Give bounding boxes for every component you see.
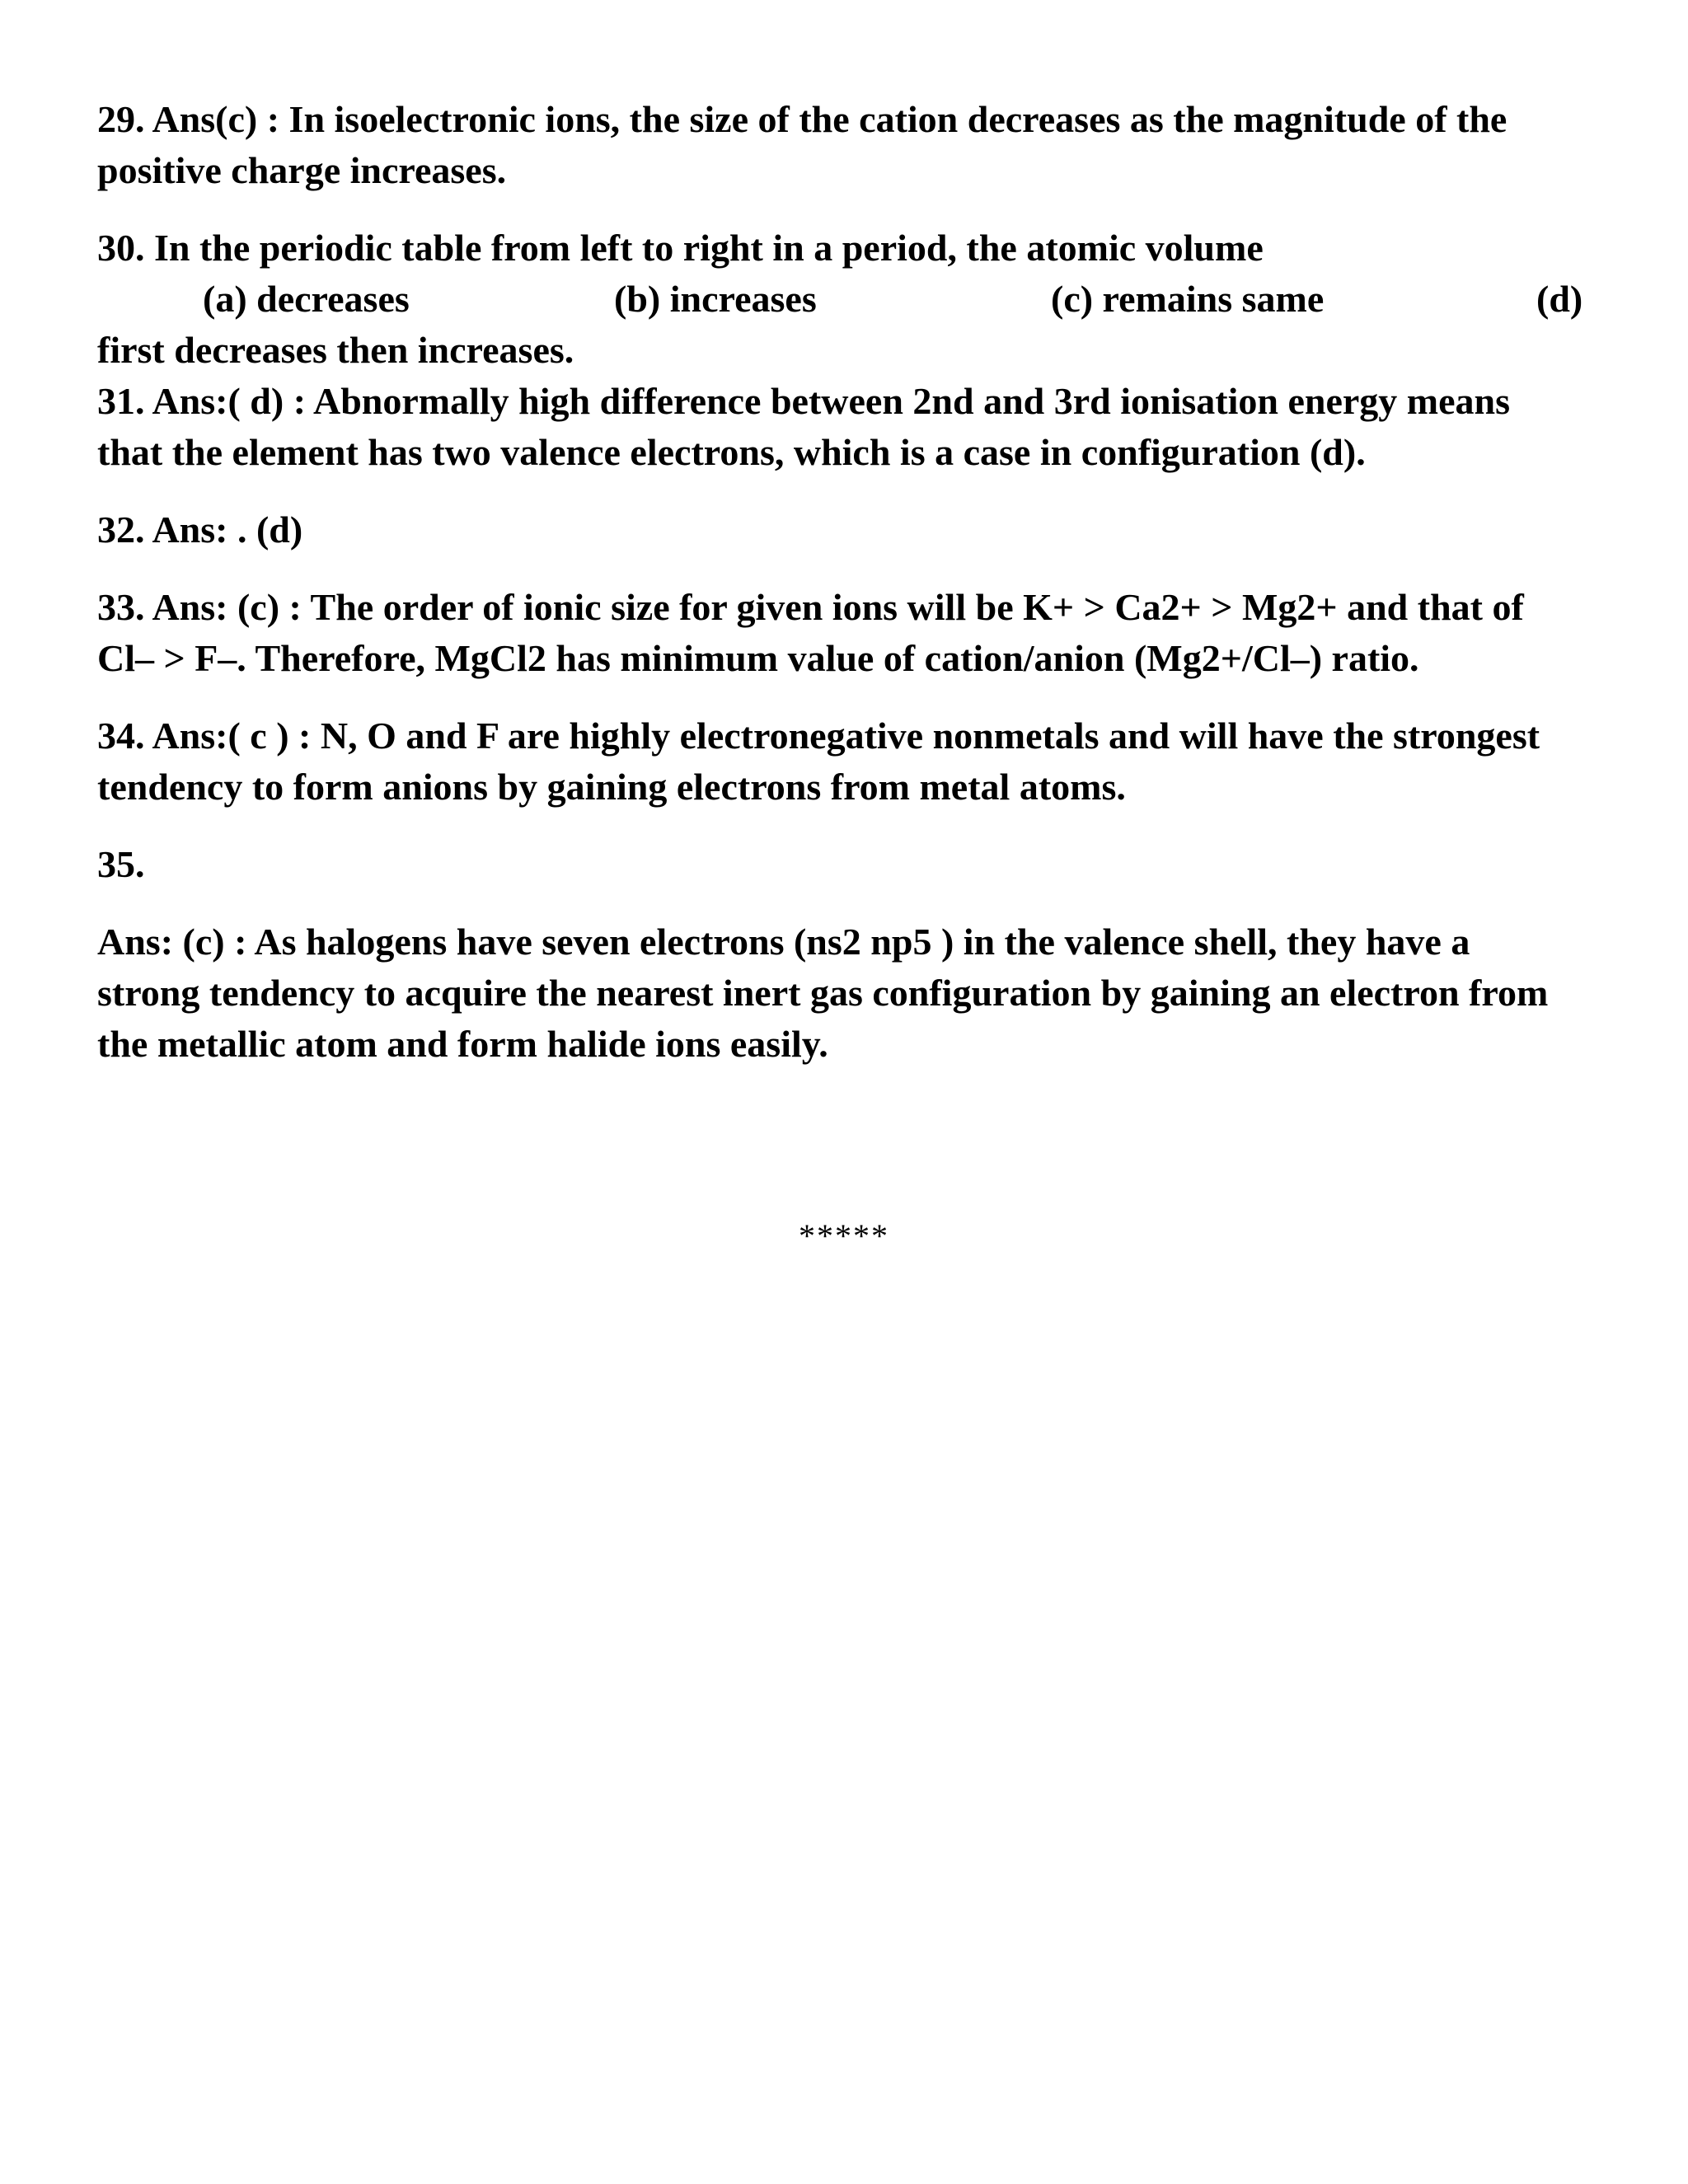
answer-35-line-1: Ans: (c) : As halogens have seven electrons (ns2 np5 ) in the valence shell, they have a [97, 921, 1470, 963]
option-a: (a) decreases [203, 278, 410, 320]
answer-29-line-2: positive charge increases. [97, 149, 507, 191]
answer-29 [97, 94, 1597, 196]
answer-35-line-2: strong tendency to acquire the nearest inert gas configuration by gaining an electron from [97, 972, 1549, 1014]
answer-31 [97, 376, 1597, 478]
answer-34 [97, 710, 1597, 813]
answer-33 [97, 582, 1597, 684]
question-35-number [97, 839, 1597, 890]
answer-29-line-1: 29. Ans(c) : In isoelectronic ions, the size of the cation decreases as the magnitude of the [97, 98, 1507, 140]
option-d-continued: first decreases then increases. [97, 329, 574, 371]
option-d: (d) [1536, 278, 1583, 320]
option-b: (b) increases [614, 278, 817, 320]
answer-31-line-1: 31. Ans:( d) : Abnormally high difference between 2nd and 3rd ionisation energy means [97, 380, 1511, 422]
answer-34-line-1: 34. Ans:( c ) : N, O and F are highly electronegative nonmetals and will have the strongest [97, 715, 1540, 757]
question-35-label: 35. [97, 843, 145, 885]
answer-32-line-1: 32. Ans: . (d) [97, 509, 303, 551]
option-c: (c) remains same [1051, 278, 1325, 320]
end-marker: ***** [799, 1217, 889, 1254]
answer-34-line-2: tendency to form anions by gaining electrons from metal atoms. [97, 766, 1126, 808]
answer-32 [97, 504, 1597, 555]
question-30-text: 30. In the periodic table from left to right in a period, the atomic volume [97, 227, 1264, 269]
answer-31-line-2: that the element has two valence electrons, which is a case in configuration (d). [97, 431, 1366, 473]
question-30 [97, 223, 1597, 376]
answer-35 [97, 916, 1597, 1070]
answer-33-line-2: Cl– > F–. Therefore, MgCl2 has minimum value of cation/anion (Mg2+/Cl–) ratio. [97, 637, 1419, 679]
answer-33-line-1: 33. Ans: (c) : The order of ionic size for given ions will be K+ > Ca2+ > Mg2+ and that of [97, 586, 1524, 628]
answer-35-line-3: the metallic atom and form halide ions easily. [97, 1023, 828, 1065]
question-30-options [97, 274, 1597, 325]
